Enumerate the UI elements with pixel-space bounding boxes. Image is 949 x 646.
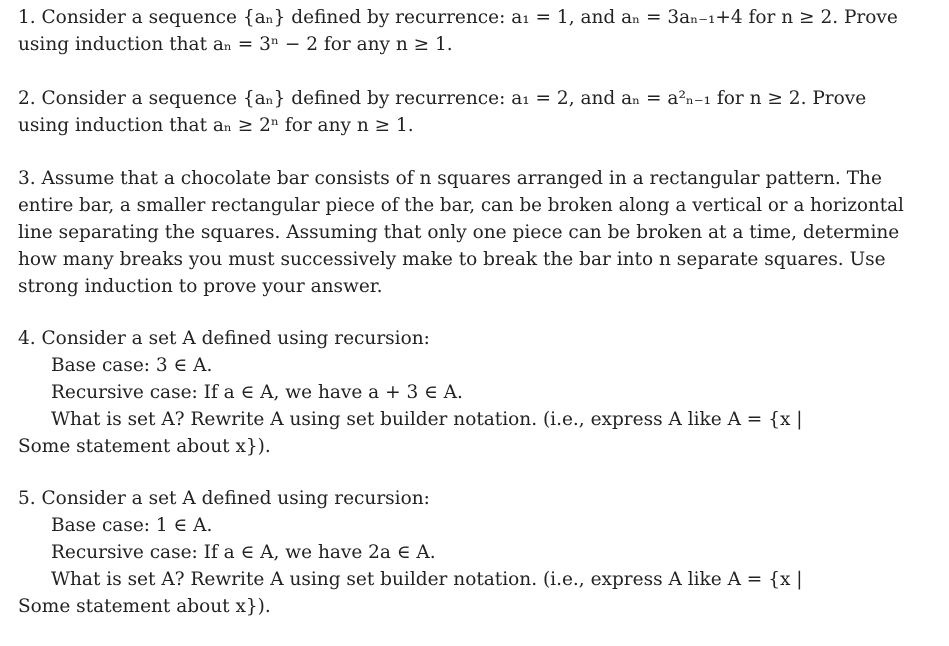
problem-3-line-1: 3. Assume that a chocolate bar consists of n squares arranged in a rectangular pattern. The: [18, 168, 882, 189]
problem-1-line-2: using induction that aₙ = 3ⁿ − 2 for any n ≥ 1.: [18, 34, 453, 55]
problem-5-question: What is set A? Rewrite A using set builder notation. (i.e., express A like A = {x |: [51, 569, 803, 590]
problem-4-base-case: Base case: 3 ∈ A.: [51, 355, 213, 376]
problem-4: [18, 325, 911, 460]
problem-4-line-1: 4. Consider a set A defined using recursion:: [18, 328, 430, 349]
problem-3-line-2: entire bar, a smaller rectangular piece of the bar, can be broken along a vertical or a horizontal: [18, 195, 904, 216]
problem-5-recursive-case: Recursive case: If a ∈ A, we have 2a ∈ A.: [51, 542, 436, 563]
problem-5-question-cont: Some statement about x}).: [18, 596, 271, 617]
problem-4-recursive-case: Recursive case: If a ∈ A, we have a + 3 ∈ A.: [51, 382, 463, 403]
problem-3-line-5: strong induction to prove your answer.: [18, 276, 383, 297]
problem-3-line-4: how many breaks you must successively make to break the bar into n separate squares. Use: [18, 249, 886, 270]
problem-5-base-case: Base case: 1 ∈ A.: [51, 515, 213, 536]
problem-1: [18, 4, 911, 58]
problem-3: [18, 165, 911, 300]
problem-2-line-2: using induction that aₙ ≥ 2ⁿ for any n ≥ 1.: [18, 115, 414, 136]
problem-1-line-1: 1. Consider a sequence {aₙ} defined by recurrence: a₁ = 1, and aₙ = 3aₙ₋₁+4 for n ≥ 2. Prove: [18, 7, 898, 28]
problem-4-question: What is set A? Rewrite A using set builder notation. (i.e., express A like A = {x |: [51, 409, 803, 430]
problem-4-question-cont: Some statement about x}).: [18, 436, 271, 457]
problem-5-line-1: 5. Consider a set A defined using recursion:: [18, 488, 430, 509]
problem-2-line-1: 2. Consider a sequence {aₙ} defined by recurrence: a₁ = 2, and aₙ = a²ₙ₋₁ for n ≥ 2. Prove: [18, 88, 867, 109]
problem-5: [18, 485, 911, 620]
problem-3-line-3: line separating the squares. Assuming that only one piece can be broken at a time, determine: [18, 222, 900, 243]
problem-2: [18, 85, 911, 139]
